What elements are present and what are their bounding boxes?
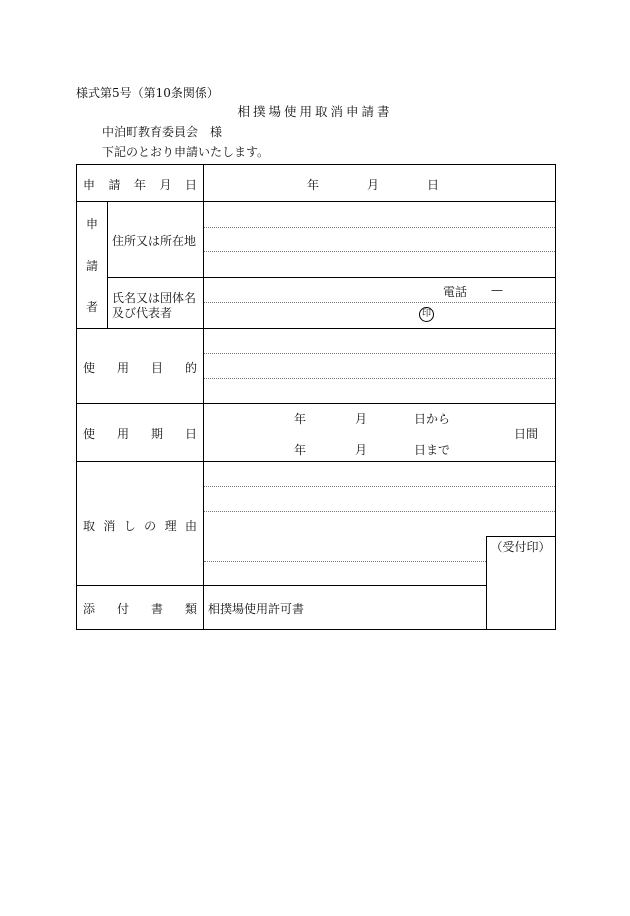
purpose-label: 使 用 目 的 [83, 361, 197, 375]
intro-text: 下記のとおり申請いたします。 [102, 145, 270, 159]
application-date-label: 申 請 年 月 日 [83, 178, 197, 192]
phone-dash: — [491, 283, 503, 297]
application-form [76, 164, 556, 630]
period-to-year[interactable]: 年 [294, 443, 307, 457]
reason-label: 取 消 し の 理 由 [83, 519, 197, 533]
period-label: 使 用 期 日 [83, 427, 197, 441]
application-year-field[interactable]: 年 [307, 178, 320, 192]
period-from-year[interactable]: 年 [294, 412, 307, 426]
seal-mark: 印 [419, 307, 434, 322]
period-days[interactable]: 日間 [514, 427, 539, 441]
period-to-day[interactable]: 日まで [414, 443, 451, 457]
recipient: 中泊町教育委員会 様 [102, 125, 223, 139]
page-title: 相撲場使用取消申請書 [237, 104, 393, 119]
phone-label: 電話 [443, 285, 468, 299]
period-from-day[interactable]: 日から [414, 412, 451, 426]
form-number: 様式第5号（第10条関係） [76, 86, 219, 100]
application-day-field[interactable]: 日 [427, 178, 440, 192]
applicant-group-label: 申 請 者 [85, 217, 98, 314]
period-to-month[interactable]: 月 [355, 443, 368, 457]
attachments-label: 添 付 書 類 [83, 602, 197, 616]
name-label-line2: 及び代表者 [112, 306, 173, 320]
name-label-line1: 氏名又は団体名 [112, 291, 197, 305]
application-month-field[interactable]: 月 [367, 178, 380, 192]
receipt-stamp-label: （受付印） [490, 540, 551, 554]
address-label: 住所又は所在地 [112, 234, 197, 248]
period-from-month[interactable]: 月 [355, 412, 368, 426]
attachments-value: 相撲場使用許可書 [208, 602, 305, 616]
